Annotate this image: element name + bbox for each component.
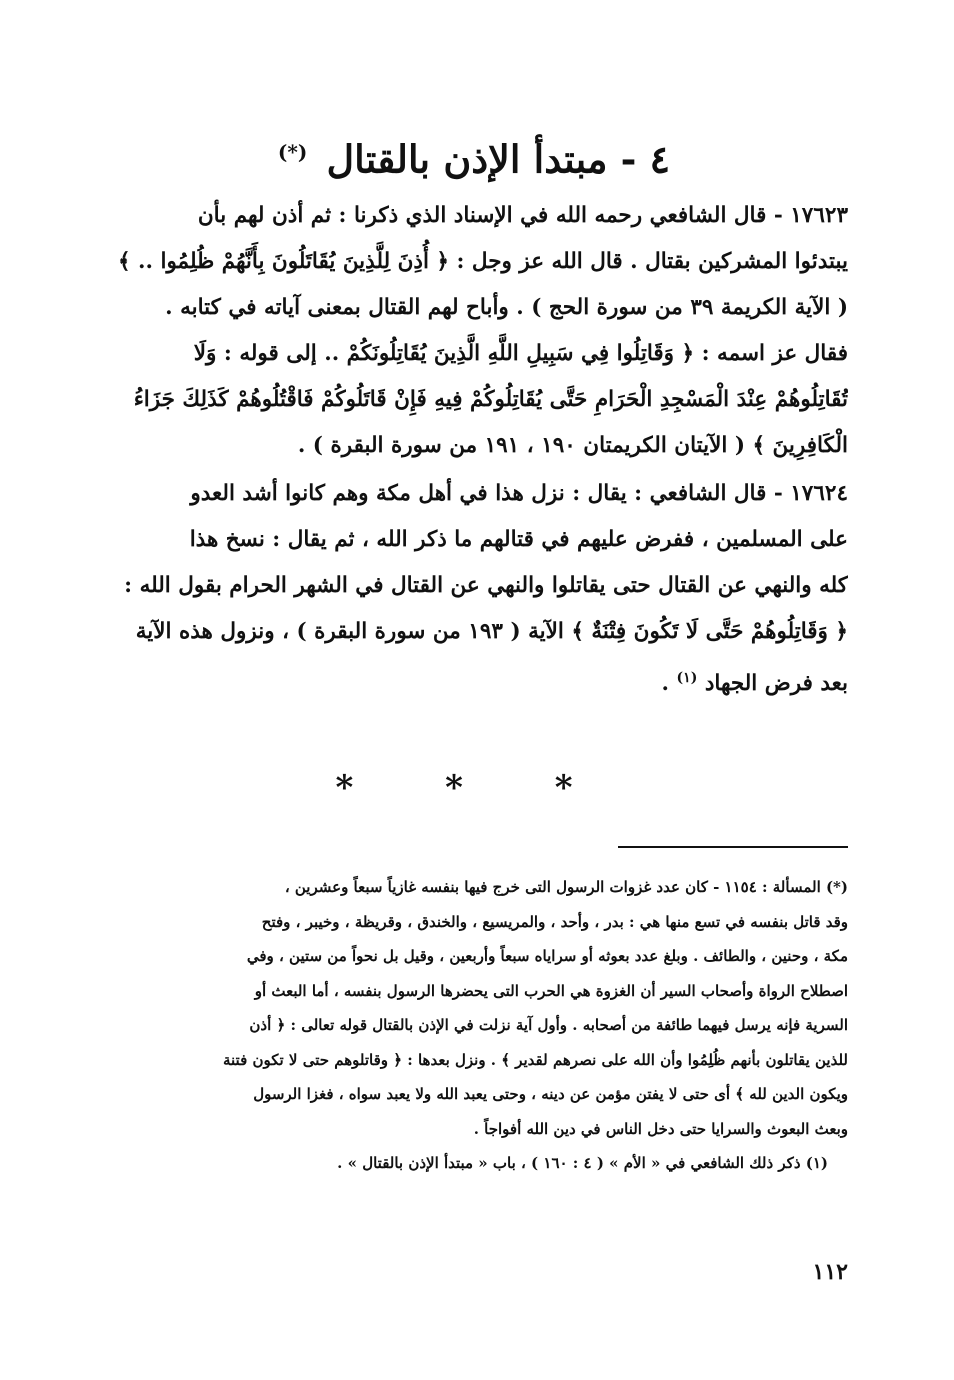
footnotes-block (100, 870, 848, 1181)
footnote-star-line: السرية فإنه يرسل فيهما طائفة من أصحابه . وأول آية نزلت في الإذن بالقتال قوله تعالى : ﴿ أذن (249, 1016, 848, 1034)
text-line-last (100, 655, 848, 701)
footnote-star-line: ويكون الدين لله ﴾ أى حتى لا يفتن مؤمن عن دينه ، وحتى يعبد الله ولا يعبد سواه ، فغزا الرسول (253, 1085, 848, 1103)
chapter-title-text: ٤ - مبتدأ الإذن بالقتال (326, 136, 671, 182)
text-line: ﴿ وَقَاتِلُوهُمْ حَتَّى لَا تَكُونَ فِتْنَةٌ ﴾ الآية ( ١٩٣ من سورة البقرة ) ، ونزول هذه الآية (135, 619, 848, 644)
text-line: ١٧٦٢٣ - قال الشافعي رحمه الله في الإسناد الذي ذكرنا : ثم أذن لهم بأن (197, 203, 848, 228)
text-line: كله والنهي عن القتال حتى يقاتلوا والنهي عن القتال في الشهر الحرام بقول الله : (124, 573, 848, 598)
text-line: فقال عز اسمه : ﴿ وَقَاتِلُوا فِي سَبِيلِ اللَّهِ الَّذِينَ يُقَاتِلُونَكُمْ .. إلى قوله : وَلَا (193, 341, 848, 366)
paragraph-17624 (100, 471, 848, 701)
chapter-footnote-mark: (*) (277, 140, 308, 164)
text-line: ( الآية الكريمة ٣٩ من سورة الحج ) . وأباح لهم القتال بمعنى آياته في كتابه . (165, 295, 848, 320)
footnote-star-line: وبعث البعوث والسرايا حتى دخل الناس في دين الله أفواجاً . (473, 1119, 848, 1138)
paragraph-17623 (100, 193, 848, 469)
chapter-title (100, 122, 848, 190)
text-line: يبتدئوا المشركين بقتال . قال الله عز وجل : ﴿ أُذِنَ لِلَّذِينَ يُقَاتَلُونَ بِأَنَّهُمْ ظُلِمُوا .. ﴾ (117, 249, 848, 274)
book-page (100, 0, 848, 1380)
text-line: الْكَافِرِينَ ﴾ ( الآيتان الكريمتان ١٩٠ ، ١٩١ من سورة البقرة ) . (297, 433, 848, 458)
text-line: على المسلمين ، ففرض عليهم في قتالهم ما ذكر الله ، ثم يقال : نسخ هذا (189, 527, 848, 552)
page-number: ١١٢ (812, 1259, 848, 1285)
footnote-star-line: وقد قاتل بنفسه في تسع منها هي : بدر ، وأحد ، والمريسيع ، والخندق ، وقريظة ، وخيبر ، وفتح (261, 912, 848, 931)
footnote-star-line: مكة ، وحنين ، والطائف . وبلغ عدد بعوثه أو سراياه سبعاً وأربعين ، وقيل بل نحواً من ستين ، وفي (246, 947, 848, 965)
footnote-star-line: للذين يقاتلون بأنهم ظُلِمُوا وأن الله على نصرهم لقدير ﴾ . ونزل بعدها : ﴿ وقاتلوهم حتى لا تكون فتنة (222, 1050, 848, 1069)
text-line-end: . (661, 671, 670, 697)
text-line-content: بعد فرض الجهاد (704, 671, 848, 697)
footnote-divider (618, 846, 848, 848)
text-line: تُقَاتِلُوهُمْ عِنْدَ الْمَسْجِدِ الْحَرَامِ حَتَّى يُقَاتِلُوكُمْ فِيهِ فَإِنْ قَاتَلُوكُمْ فَاقْتُلُوهُمْ كَذَلِكَ جَزَاءُ (133, 387, 848, 412)
text-line: ١٧٦٢٤ - قال الشافعي : يقال : نزل هذا في أهل مكة وهم كانوا أشد العدو (190, 481, 848, 506)
footnote-one: (١) ذكر ذلك الشافعي في « الأم » ( ٤ : ١٦٠ ) ، باب « مبتدأ الإذن بالقتال » . (337, 1154, 828, 1172)
footnote-star-line: (*) المسألة : ١١٥٤ - كان عدد غزوات الرسول التى خرج فيها بنفسه غازياً سبعاً وعشرين ، (284, 878, 848, 896)
footnote-reference: (١) (676, 670, 698, 686)
footnote-star-line: اصطلاح الرواة وأصحاب السير أن الغزوة هي الحرب التى يحضرها الرسول بنفسه ، أما البعث أو (254, 981, 848, 1000)
section-separator: * * * (335, 768, 613, 808)
